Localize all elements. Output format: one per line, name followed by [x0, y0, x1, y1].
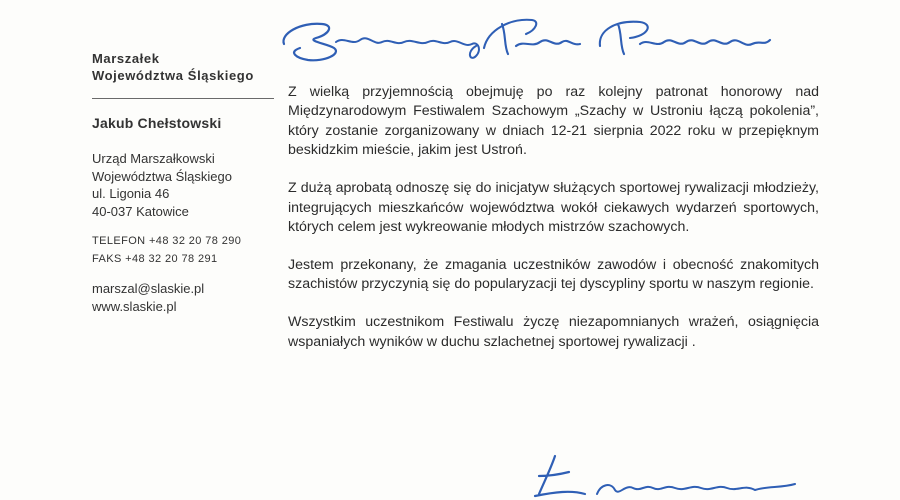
office-title: [92, 50, 254, 84]
sender-contact: [92, 233, 241, 268]
email-address: marszal@slaskie.pl: [92, 281, 205, 296]
handwritten-salutation: [270, 0, 790, 70]
divider-rule: [92, 98, 274, 99]
letter-body: [288, 83, 819, 352]
letter-paragraph: Z wielką przyjemnością obejmuję po raz kolejny patronat honorowy nad Międzynarodowym Festiwalem Szachowym „Szachy w Ustroniu łączą pokolenia”, który zostanie zorganizowany w dniach 12-21 sierpnia 2022 roku w przepięknym beskidzkim mieście, jakim jest Ustroń.: [288, 84, 819, 159]
office-title-line2: Województwa Śląskiego: [92, 68, 254, 83]
office-title-line1: Marszałek: [92, 51, 160, 66]
address-line: Urząd Marszałkowski: [92, 151, 215, 166]
handwritten-signature: [505, 450, 825, 500]
sender-name: Jakub Chełstowski: [92, 115, 222, 131]
website-address: www.slaskie.pl: [92, 298, 177, 314]
sender-address: [92, 150, 232, 220]
fax-number: FAKS +48 32 20 78 291: [92, 252, 218, 265]
letter-paragraph: Wszystkim uczestnikom Festiwalu życzę niezapomnianych wrażeń, osiągnięcia wspaniałych wyników w duchu szlachetnej sportowej rywalizacji .: [288, 314, 819, 350]
address-line: Województwa Śląskiego: [92, 168, 232, 184]
letter-paragraph: Z dużą aprobatą odnoszę się do inicjatyw służących sportowej rywalizacji młodzieży, integrujących mieszkańców województwa wokół ciekawych wydarzeń sportowych, których celem jest wykreowanie młodych mistrzów szachowych.: [288, 180, 819, 235]
address-line: ul. Ligonia 46: [92, 186, 170, 201]
address-line: 40-037 Katowice: [92, 203, 189, 219]
phone-number: TELEFON +48 32 20 78 290: [92, 235, 242, 247]
sender-online: [92, 280, 204, 315]
letter-paragraph: Jestem przekonany, że zmagania uczestników zawodów i obecność znakomitych szachistów przyczynią się do popularyzacji tej dyscypliny sportu w naszym regionie.: [288, 256, 819, 293]
